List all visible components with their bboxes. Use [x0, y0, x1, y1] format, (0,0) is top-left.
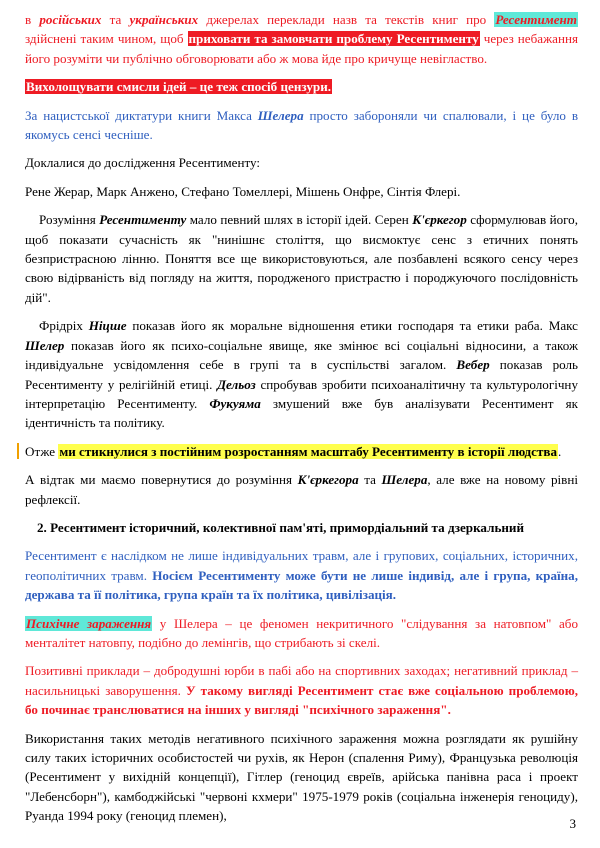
paragraph-10	[25, 546, 578, 604]
paragraph-11	[25, 614, 578, 653]
paragraph-5-researchers: Рене Жерар, Марк Анжено, Стефано Томеллері, Мішень Онфре, Сінтія Флері.	[25, 183, 461, 199]
paragraph-8-conclusion	[25, 442, 578, 461]
p12-bold-social-problem-statement: У такому вигляді Ресентимент стає вже соціальною проблемою, бо починає транслюватися на інших у вигляді "психічного зараження".	[25, 682, 578, 718]
p1-highlight-resentyment: Ресентимент	[495, 12, 577, 27]
paragraph-13: Використання таких методів негативного психічного зараження можна розглядати як рушійну силу таких історичних особистостей чи рухів, як Нерон (спалення Риму), Французька революція (Ресентимент у вихідній концепції), Гітлер (геноцид євреїв, арійська панівна раса і проект "Лебенсборн"), камбоджійські "червоні кхмери" 1975-1979 років (соціальна інженерія геноциду), Руанда 1994 року (геноцид племен),	[25, 730, 578, 824]
p3-seg3: просто забороняли чи спалювали, і це було в якомусь сенсі чесніше.	[25, 107, 579, 143]
p6-seg3: мало певний шлях в історії ідей. Серен	[186, 212, 413, 228]
p7-seg1: Фрідріх	[39, 318, 89, 334]
section-heading-2: 2. Ресентимент історичний, колективної пам'яті, примордіальний та дзеркальний	[37, 519, 525, 535]
p7-seg5: показав його як психо-соціальне явище, яке змінює всі соціальні відносини, а також індивідуальне усвідомлення себе в групі та в суспільстві загалом.	[25, 337, 578, 373]
p7-seg9: спробував зробити психоаналітичну та культурологічну інтерпретацію Ресентименту.	[25, 376, 578, 411]
p8-seg1: Отже	[25, 443, 59, 459]
p1-seg1: в	[25, 12, 40, 27]
p1-emphasis-rosiyskykh: російських	[39, 12, 102, 27]
p7-emphasis-weber: Вебер	[456, 357, 490, 373]
p6-seg1: Розуміння	[39, 212, 100, 228]
p2-highlight-censorship-statement: Вихолощувати смисли ідей – це теж спосіб цензури.	[26, 79, 332, 95]
paragraph-6	[25, 210, 578, 307]
p11-highlight-psychic-contagion: Психічне зараження	[26, 615, 152, 631]
p8-highlight-growth-statement: ми стикнулися з постійним розростанням масштабу Ресентименту в історії людства	[59, 443, 557, 459]
paragraph-12	[25, 661, 578, 719]
p9-seg5: , але вже на новому рівні рефлексії.	[25, 472, 578, 507]
p1-emphasis-ukrainskykh: українських	[129, 12, 199, 27]
p6-seg5: сформулював його, щоб показати сучасність як "нинішнє століття, що висмоктує сенс з етичних понять безпристрасною лінню. Поняття все ще використовуються, але позбавлені всякого сенсу через свою відірваність від погляду на життя, породженого пристрастю і породжуючого послідовність дій".	[25, 212, 578, 305]
p7-emphasis-deleuze: Дельоз	[217, 376, 256, 392]
p1-seg9: через небажання його розуміти чи публічно обговорювати або ж мова йде про кричуще невігластво.	[25, 31, 578, 66]
p7-emphasis-scheler: Шелер	[25, 337, 65, 353]
p9-seg1: А відтак ми маємо повернутися до розуміння	[25, 472, 298, 488]
p7-seg7: показав роль Ресентименту у релігійній етиці.	[25, 357, 578, 392]
paragraph-2	[25, 77, 578, 96]
paragraph-4: Доклалися до дослідження Ресентименту:	[25, 155, 261, 171]
paragraph-9	[25, 470, 578, 509]
p8-seg3: .	[558, 443, 562, 459]
p7-seg3: показав його як моральне відношення етики господаря та етики раба. Макс	[126, 318, 578, 334]
p6-emphasis-resentymentu: Ресентименту	[99, 212, 187, 228]
paragraph-7	[25, 316, 578, 432]
p1-seg5: джерелах переклади назв та текстів книг про	[198, 12, 495, 27]
p1-seg7: здійснені таким чином, щоб	[25, 31, 188, 47]
p7-emphasis-nietzsche: Ніцше	[88, 318, 127, 334]
p11-seg2: у Шелера – це феномен некритичного "слідування за натовпом" або менталітет натовпу, подібно до лемінгів, що стрибають зі скелі.	[25, 615, 578, 650]
p10-seg1: Ресентимент є наслідком не лише індивідуальних травм, але і групових, соціальних, історичних, геополітичних травм.	[25, 548, 578, 583]
p3-seg1: За нацистської диктатури книги Макса	[25, 107, 258, 123]
p12-seg1: Позитивні приклади – добродушні юрби в пабі або на спортивних заходах; негативний приклад – насильницькі заворушення.	[25, 663, 578, 698]
p10-bold-bearer-statement: Носієм Ресентименту може бути не лише індивід, але і група, країна, держава та її політика, група країн та їх політика, цивілізація.	[25, 567, 579, 603]
p3-emphasis-shelera: Шелера	[257, 107, 304, 123]
paragraph-1	[25, 10, 578, 68]
p6-emphasis-kierkegaard: К'єркегор	[412, 212, 467, 228]
p9-emphasis-scheler: Шелера	[381, 472, 428, 488]
p9-emphasis-kierkegaard: К'єркегора	[297, 472, 359, 488]
p7-emphasis-fukuyama: Фукуяма	[209, 395, 261, 411]
p1-seg3: та	[101, 12, 130, 27]
page-number: 3	[569, 816, 576, 831]
p7-seg11: змушений вже був аналізувати Ресентимент як ідентичність та політику.	[25, 395, 578, 431]
p9-seg3: та	[358, 472, 382, 488]
paragraph-3	[25, 106, 578, 145]
p1-highlight-prykhovaty: приховати та замовчати проблему Ресентименту	[188, 31, 479, 47]
